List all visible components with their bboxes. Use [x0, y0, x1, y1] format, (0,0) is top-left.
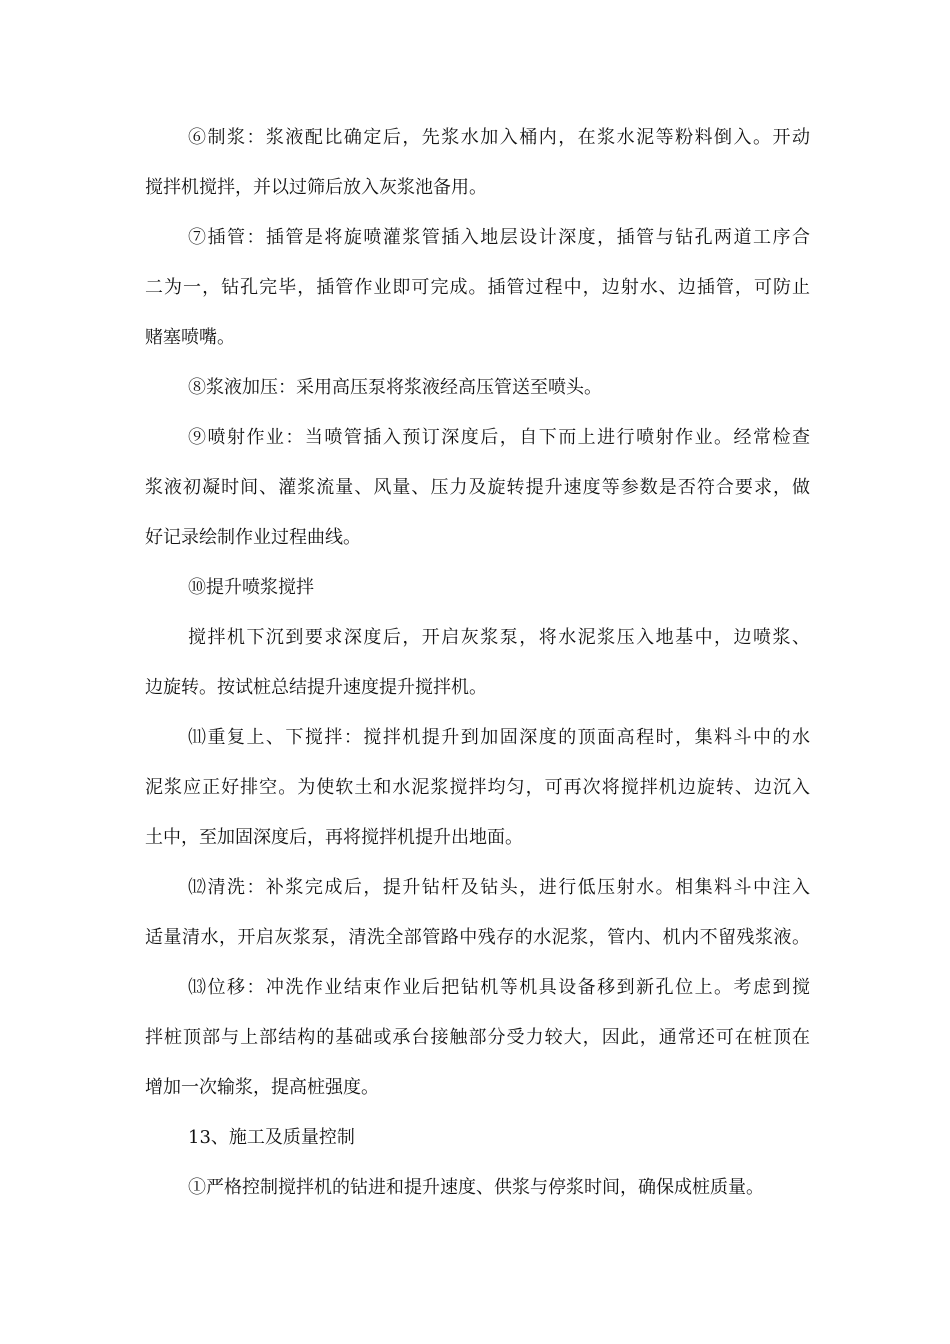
paragraph-11-line-3: 土中，至加固深度后，再将搅拌机提升出地面。: [145, 827, 523, 848]
paragraph-9-line-2: 浆液初凝时间、灌浆流量、风量、压力及旋转提升速度等参数是否符合要求，做: [145, 477, 810, 498]
paragraph-9-line-1: ⑨喷射作业：当喷管插入预订深度后，自下而上进行喷射作业。经常检查: [188, 427, 810, 448]
paragraph-7-line-1: ⑦插管：插管是将旋喷灌浆管插入地层设计深度，插管与钻孔两道工序合: [188, 227, 810, 248]
paragraph-9-line-3: 好记录绘制作业过程曲线。: [145, 527, 361, 548]
paragraph-10-line-1: 搅拌机下沉到要求深度后，开启灰浆泵，将水泥浆压入地基中，边喷浆、: [188, 627, 810, 648]
paragraph-11-line-1: ⑾重复上、下搅拌：搅拌机提升到加固深度的顶面高程时，集料斗中的水: [188, 727, 810, 748]
paragraph-13-line-3: 增加一次输浆，提高桩强度。: [145, 1077, 379, 1098]
paragraph-10-heading: ⑩提升喷浆搅拌: [188, 577, 314, 598]
paragraph-12-line-1: ⑿清洗：补浆完成后，提升钻杆及钻头，进行低压射水。相集料斗中注入: [188, 877, 810, 898]
paragraph-13-line-2: 拌桩顶部与上部结构的基础或承台接触部分受力较大，因此，通常还可在桩顶在: [145, 1027, 810, 1048]
section-heading: 13、施工及质量控制: [188, 1127, 355, 1148]
quality-item-1: ①严格控制搅拌机的钻进和提升速度、供浆与停浆时间，确保成桩质量。: [188, 1177, 764, 1198]
paragraph-10-line-2: 边旋转。按试桩总结提升速度提升搅拌机。: [145, 677, 487, 698]
paragraph-7-line-2: 二为一，钻孔完毕，插管作业即可完成。插管过程中，边射水、边插管，可防止: [145, 277, 810, 298]
paragraph-12-line-2: 适量清水，开启灰浆泵，清洗全部管路中残存的水泥浆，管内、机内不留残浆液。: [145, 927, 810, 948]
paragraph-13-line-1: ⒀位移：冲洗作业结束作业后把钻机等机具设备移到新孔位上。考虑到搅: [188, 977, 810, 998]
paragraph-7-line-3: 赌塞喷嘴。: [145, 327, 235, 348]
paragraph-6-line-2: 搅拌机搅拌，并以过筛后放入灰浆池备用。: [145, 177, 487, 198]
paragraph-11-line-2: 泥浆应正好排空。为使软土和水泥浆搅拌均匀，可再次将搅拌机边旋转、边沉入: [145, 777, 810, 798]
paragraph-6-line-1: ⑥制浆：浆液配比确定后，先浆水加入桶内，在浆水泥等粉料倒入。开动: [188, 127, 810, 148]
paragraph-8-line-1: ⑧浆液加压：采用高压泵将浆液经高压管送至喷头。: [188, 377, 602, 398]
